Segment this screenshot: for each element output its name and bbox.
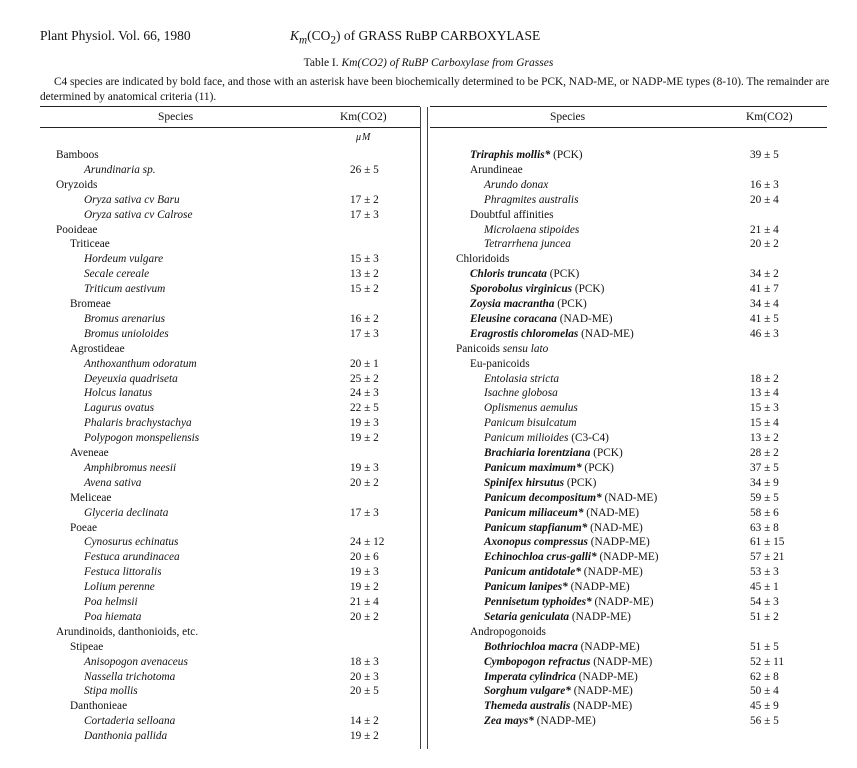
km-value: 20 ± 5 <box>350 685 379 698</box>
table-row <box>84 163 410 178</box>
km-value: 14 ± 2 <box>350 715 379 728</box>
table-row <box>70 237 410 252</box>
species-name: Imperata cylindrica (NADP-ME) <box>484 670 638 683</box>
km-value: 17 ± 2 <box>350 193 379 206</box>
species-name: Brachiaria lorentziana (PCK) <box>484 447 623 459</box>
pathway-type: (NADP-ME) <box>569 610 631 623</box>
km-value: 18 ± 2 <box>750 372 779 385</box>
species-name: Panicum milioides (C3-C4) <box>484 432 609 445</box>
species-name: Avena sativa <box>84 476 142 489</box>
species-name: Festuca littoralis <box>84 566 162 579</box>
km-value: 24 ± 12 <box>350 536 385 549</box>
table-row <box>56 625 410 640</box>
species-name: Arundinoids, danthonioids, etc. <box>56 625 199 638</box>
pathway-type: (NAD-ME) <box>587 521 643 534</box>
table-top-rule-right <box>430 106 827 107</box>
pathway-type: (NADP-ME) <box>533 715 596 728</box>
species-name: Chloridoids <box>456 253 510 266</box>
km-value: 52 ± 11 <box>750 655 785 668</box>
table-row <box>84 416 410 431</box>
km-value: 19 ± 2 <box>350 432 379 445</box>
table-row <box>484 684 810 699</box>
km-value: 34 ± 9 <box>750 476 779 489</box>
pathway-type: (PCK) <box>564 476 597 489</box>
species-name: Bromus arenarius <box>84 312 166 325</box>
pathway-type: (NAD-ME) <box>556 312 613 325</box>
km-value: 19 ± 2 <box>350 730 379 743</box>
table-row <box>84 565 410 580</box>
species-name: Polypogon monspeliensis <box>84 432 200 445</box>
table-row <box>70 297 410 312</box>
table-row <box>484 461 810 476</box>
km-value: 19 ± 3 <box>350 566 379 579</box>
pathway-type: (NAD-ME) <box>583 506 640 519</box>
km-value: 20 ± 2 <box>750 238 779 251</box>
km-value: 16 ± 2 <box>350 312 379 325</box>
km-value: 57 ± 21 <box>750 551 785 564</box>
species-name: Poa hiemata <box>84 610 142 623</box>
species-name: Danthonieae <box>70 700 128 713</box>
species-name: Panicum maximum* (PCK) <box>484 461 614 474</box>
species-name: Oryza sativa cv Calrose <box>84 208 193 221</box>
species-name: Oryzoids <box>56 178 98 191</box>
km-value: 24 ± 3 <box>350 387 379 400</box>
species-name: Arundo donax <box>484 178 549 191</box>
table-row <box>470 625 810 640</box>
km-value: 53 ± 3 <box>750 566 779 579</box>
km-value: 20 ± 3 <box>350 670 379 683</box>
species-name: Poeae <box>70 521 97 534</box>
table-row <box>484 610 810 625</box>
km-value: 63 ± 8 <box>750 521 779 534</box>
km-value: 19 ± 3 <box>350 417 379 430</box>
pathway-type: (NADP-ME) <box>596 551 659 564</box>
table-row <box>470 312 810 327</box>
table-row <box>484 655 810 670</box>
table-row <box>484 580 810 595</box>
table-row <box>84 372 410 387</box>
species-name: Oryza sativa cv Baru <box>84 193 180 206</box>
km-value: 20 ± 6 <box>350 551 379 564</box>
km-value: 56 ± 5 <box>750 715 779 728</box>
species-name: Holcus lanatus <box>84 387 153 400</box>
km-value: 61 ± 15 <box>750 536 785 549</box>
km-value: 17 ± 3 <box>350 208 379 221</box>
table-row <box>70 699 410 714</box>
table-row <box>484 193 810 208</box>
species-name: Sporobolus virginicus (PCK) <box>470 283 605 296</box>
table-row <box>84 535 410 550</box>
pathway-type: (PCK) <box>590 447 623 459</box>
table-row <box>470 148 810 163</box>
km-value: 17 ± 3 <box>350 506 379 519</box>
pathway-type: (NADP-ME) <box>570 700 633 713</box>
species-name: Triticeae <box>70 238 110 251</box>
table-row <box>484 521 810 536</box>
species-name: Stipeae <box>70 640 104 653</box>
species-name: Panicum bisulcatum <box>484 417 577 430</box>
table-row <box>484 535 810 550</box>
species-name: Anisopogon avenaceus <box>84 655 188 668</box>
km-value: 22 ± 5 <box>350 402 379 415</box>
table-row <box>456 342 810 357</box>
table-row <box>84 267 410 282</box>
table-row <box>484 401 810 416</box>
km-value: 45 ± 9 <box>750 700 779 713</box>
species-name: Lolium perenne <box>84 581 155 594</box>
table-row <box>84 193 410 208</box>
km-value: 15 ± 4 <box>750 417 779 430</box>
species-name: Aveneae <box>70 447 109 459</box>
table-row <box>56 223 410 238</box>
table-row <box>84 550 410 565</box>
km-value: 50 ± 4 <box>750 685 779 698</box>
km-value: 45 ± 1 <box>750 581 779 594</box>
km-value: 25 ± 2 <box>350 372 379 385</box>
km-value: 20 ± 2 <box>350 476 379 489</box>
km-value: 41 ± 7 <box>750 283 779 296</box>
table-row <box>484 476 810 491</box>
km-value: 62 ± 8 <box>750 670 779 683</box>
table-row <box>84 312 410 327</box>
species-name: Echinochloa crus-galli* (NADP-ME) <box>484 551 659 564</box>
table-row <box>484 640 810 655</box>
species-name: Panicum miliaceum* (NAD-ME) <box>484 506 640 519</box>
table-row <box>84 357 410 372</box>
species-name: Microlaena stipoides <box>484 223 580 236</box>
table-head-rule-right <box>430 127 827 128</box>
species-name: Bothriochloa macra (NADP-ME) <box>484 640 640 653</box>
species-name: Panicum antidotale* (NADP-ME) <box>484 566 643 579</box>
pathway-type: (NADP-ME) <box>570 685 633 698</box>
table-row <box>84 714 410 729</box>
table-row <box>84 282 410 297</box>
pathway-type: (NAD-ME) <box>601 491 658 504</box>
species-name: Pooideae <box>56 223 98 236</box>
species-name: Eleusine coracana (NAD-ME) <box>470 312 613 325</box>
table-row <box>470 297 810 312</box>
pathway-type: (PCK) <box>546 268 580 281</box>
km-value: 15 ± 2 <box>350 283 379 296</box>
km-value: 19 ± 2 <box>350 581 379 594</box>
table-row <box>484 565 810 580</box>
species-name: Arundineae <box>470 163 523 176</box>
km-value: 20 ± 2 <box>350 610 379 623</box>
species-name: Themeda australis (NADP-ME) <box>484 700 633 713</box>
km-value: 13 ± 4 <box>750 387 779 400</box>
species-name: Bamboos <box>56 149 99 161</box>
table-row <box>484 699 810 714</box>
species-name: Entolasia stricta <box>484 372 560 385</box>
table-row <box>56 148 410 163</box>
species-name: Phalaris brachystachya <box>84 417 192 430</box>
pathway-type: (PCK) <box>554 298 587 310</box>
pathway-type: (NADP-ME) <box>580 566 643 579</box>
km-value: 15 ± 3 <box>350 253 379 266</box>
km-value: 26 ± 5 <box>350 163 379 176</box>
km-value: 59 ± 5 <box>750 491 779 504</box>
table-row <box>470 163 810 178</box>
table-row <box>84 580 410 595</box>
species-name: Tetrarrhena juncea <box>484 238 571 251</box>
km-value: 41 ± 5 <box>750 312 779 325</box>
species-name: Eragrostis chloromelas (NAD-ME) <box>470 327 634 340</box>
col-header-species-left: Species <box>158 111 194 123</box>
km-value: 37 ± 5 <box>750 461 779 474</box>
table-row <box>470 267 810 282</box>
table-row <box>84 431 410 446</box>
km-value: 21 ± 4 <box>350 596 379 608</box>
km-value: 51 ± 2 <box>750 610 779 623</box>
table-row <box>84 386 410 401</box>
table-row <box>484 550 810 565</box>
species-name: Pennisetum typhoides* (NADP-ME) <box>484 596 654 608</box>
table-caption <box>0 57 857 69</box>
km-value: 34 ± 2 <box>750 268 779 281</box>
unit-label: μM <box>356 132 372 143</box>
km-value: 18 ± 3 <box>350 655 379 668</box>
table-row <box>470 357 810 372</box>
species-name: Agrostideae <box>70 342 125 355</box>
col-header-km-right: Km(CO2) <box>746 111 793 123</box>
table-note: C4 species are indicated by bold face, and those with an asterisk have been biochemically determined to be PCK, NAD-ME, or NADP-ME types (8-10). The remainder are determined by anatomical criteria (11). <box>40 76 830 103</box>
species-name: Bromeae <box>70 298 111 310</box>
species-name: Axonopus compressus (NADP-ME) <box>484 536 650 549</box>
pathway-type: (NADP-ME) <box>590 655 653 668</box>
pathway-type: (NADP-ME) <box>587 536 650 549</box>
table-row <box>484 237 810 252</box>
table-row <box>70 342 410 357</box>
species-name: Doubtful affinities <box>470 208 554 221</box>
species-name: Festuca arundinacea <box>84 551 180 564</box>
table-row <box>84 476 410 491</box>
species-name: Eu-panicoids <box>470 357 530 370</box>
km-value: 34 ± 4 <box>750 298 779 310</box>
species-name: Isachne globosa <box>484 387 558 400</box>
table-caption-prefix: Table I. <box>303 57 339 69</box>
running-header <box>0 28 857 48</box>
km-value: 46 ± 3 <box>750 327 779 340</box>
table-row <box>484 670 810 685</box>
table-row <box>84 327 410 342</box>
km-value: 58 ± 6 <box>750 506 779 519</box>
species-name: Cynosurus echinatus <box>84 536 179 549</box>
pathway-type: (PCK) <box>550 149 583 161</box>
table-row <box>70 491 410 506</box>
table-row <box>84 610 410 625</box>
pathway-type: (NADP-ME) <box>591 596 654 608</box>
species-name: Zea mays* (NADP-ME) <box>484 715 596 728</box>
km-value: 16 ± 3 <box>750 178 779 191</box>
km-value: 13 ± 2 <box>350 268 379 281</box>
km-value: 15 ± 3 <box>750 402 779 415</box>
table-row <box>70 640 410 655</box>
table-row <box>70 446 410 461</box>
km-value: 51 ± 5 <box>750 640 779 653</box>
table-row <box>470 208 810 223</box>
species-name: Danthonia pallida <box>84 730 168 743</box>
table-row <box>470 282 810 297</box>
species-name: Nassella trichotoma <box>84 670 176 683</box>
pathway-type: (NADP-ME) <box>575 670 638 683</box>
species-name: Setaria geniculata (NADP-ME) <box>484 610 631 623</box>
species-name: Sorghum vulgare* (NADP-ME) <box>484 685 633 698</box>
table-row <box>84 208 410 223</box>
km-value: 20 ± 1 <box>350 357 379 370</box>
species-name: Panicoids sensu lato <box>456 342 549 355</box>
species-name: Panicum decompositum* (NAD-ME) <box>484 491 658 504</box>
col-header-species-right: Species <box>550 111 586 123</box>
species-name: Secale cereale <box>84 268 150 281</box>
species-name: Amphibromus neesii <box>84 461 177 474</box>
km-value: 21 ± 4 <box>750 223 779 236</box>
species-name: Chloris truncata (PCK) <box>470 268 580 281</box>
pathway-type: (PCK) <box>581 461 614 474</box>
table-row <box>84 401 410 416</box>
table-row <box>484 416 810 431</box>
pathway-type: (NADP-ME) <box>567 581 630 594</box>
column-divider-2 <box>427 107 428 749</box>
table-row <box>84 595 410 610</box>
running-title: $K_m(CO_2)$ of GRASS RuBP CARBOXYLASE <box>290 28 541 47</box>
column-divider <box>420 107 421 749</box>
species-name: Zoysia macrantha (PCK) <box>470 298 587 310</box>
species-name: Triraphis mollis* (PCK) <box>470 149 583 161</box>
table-row <box>470 327 810 342</box>
table-row <box>484 506 810 521</box>
species-name: Panicum lanipes* (NADP-ME) <box>484 581 630 594</box>
species-name: Meliceae <box>70 491 112 504</box>
pathway-type: (NAD-ME) <box>578 327 634 340</box>
table-row <box>484 595 810 610</box>
km-value: 19 ± 3 <box>350 461 379 474</box>
species-name: Phragmites australis <box>484 193 579 206</box>
table-row <box>484 178 810 193</box>
table-top-rule <box>40 106 420 107</box>
table-row <box>484 223 810 238</box>
table-row <box>484 446 810 461</box>
species-name: Triticum aestivum <box>84 283 166 296</box>
km-value: 28 ± 2 <box>750 447 779 459</box>
species-name: Andropogonoids <box>470 625 546 638</box>
table-row <box>456 252 810 267</box>
species-name: Anthoxanthum odoratum <box>84 357 197 370</box>
journal-citation: Plant Physiol. Vol. 66, 1980 <box>40 28 191 43</box>
table-row <box>84 729 410 744</box>
km-value: 39 ± 5 <box>750 149 779 161</box>
km-value: 20 ± 4 <box>750 193 779 206</box>
species-name: Bromus unioloides <box>84 327 169 340</box>
col-header-km-left: Km(CO2) <box>340 111 387 123</box>
species-name: Glyceria declinata <box>84 506 169 519</box>
species-name: Oplismenus aemulus <box>484 402 578 415</box>
table-head-rule <box>40 127 420 128</box>
species-name: Lagurus ovatus <box>84 402 154 415</box>
table-row <box>484 386 810 401</box>
species-name: Spinifex hirsutus (PCK) <box>484 476 597 489</box>
table-row <box>484 372 810 387</box>
species-name: Cymbopogon refractus (NADP-ME) <box>484 655 653 668</box>
species-name: Stipa mollis <box>84 685 138 698</box>
km-value: 17 ± 3 <box>350 327 379 340</box>
table-row <box>484 491 810 506</box>
species-name: Hordeum vulgare <box>84 253 164 266</box>
species-name: Arundinaria sp. <box>84 163 156 176</box>
table-row <box>84 252 410 267</box>
table-row <box>84 506 410 521</box>
pathway-type: (PCK) <box>572 283 605 296</box>
km-value: 54 ± 3 <box>750 596 779 608</box>
species-name: Panicum stapfianum* (NAD-ME) <box>484 521 643 534</box>
table-row <box>56 178 410 193</box>
species-name: Cortaderia selloana <box>84 715 176 728</box>
table-row <box>84 655 410 670</box>
species-name: Deyeuxia quadriseta <box>84 372 178 385</box>
table-row <box>84 670 410 685</box>
pathway-type: (C3-C4) <box>568 432 609 445</box>
table-row <box>484 431 810 446</box>
table-row <box>84 461 410 476</box>
pathway-type: (NADP-ME) <box>577 640 640 653</box>
table-row <box>70 521 410 536</box>
table-caption-text: Km(CO2) of RuBP Carboxylase from Grasses <box>341 57 554 69</box>
table-row <box>484 714 810 729</box>
km-value: 13 ± 2 <box>750 432 779 445</box>
table-row <box>84 684 410 699</box>
species-name: Poa helmsii <box>84 596 138 608</box>
